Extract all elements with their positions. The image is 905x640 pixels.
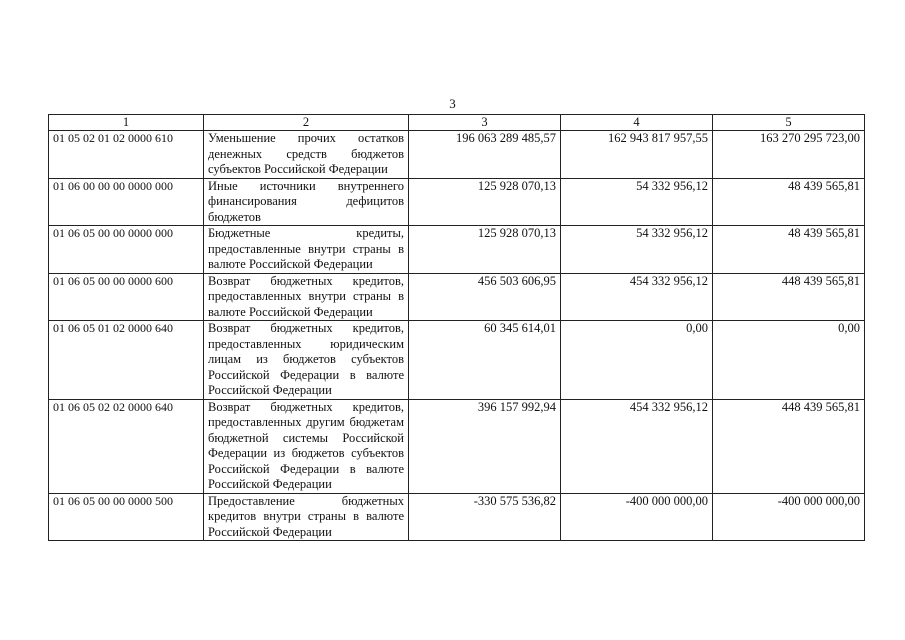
column-header-4: 4 bbox=[561, 115, 713, 131]
value-column-3: -330 575 536,82 bbox=[409, 493, 561, 541]
value-column-3: 125 928 070,13 bbox=[409, 226, 561, 274]
value-column-5: 0,00 bbox=[713, 321, 865, 400]
table-body bbox=[49, 131, 865, 541]
row-description: Предоставление бюджетных кредитов внутри страны в валюте Российской Федерации bbox=[204, 493, 409, 541]
value-column-5: 448 439 565,81 bbox=[713, 273, 865, 321]
value-column-4: 54 332 956,12 bbox=[561, 178, 713, 226]
classification-code: 01 06 00 00 00 0000 000 bbox=[49, 178, 204, 226]
value-column-3: 396 157 992,94 bbox=[409, 399, 561, 493]
value-column-3: 196 063 289 485,57 bbox=[409, 131, 561, 179]
table-header bbox=[49, 115, 865, 131]
row-description: Возврат бюджетных кредитов, предоставленных другим бюджетам бюджетной системы Российской Федерации из бюджетов субъектов Российской Федерации в валюте Российской Федерации bbox=[204, 399, 409, 493]
value-column-5: 48 439 565,81 bbox=[713, 178, 865, 226]
row-description: Уменьшение прочих остатков денежных средств бюджетов субъектов Российской Федерации bbox=[204, 131, 409, 179]
table-row bbox=[49, 321, 865, 400]
budget-sources-table bbox=[48, 114, 865, 541]
column-header-2: 2 bbox=[204, 115, 409, 131]
value-column-5: 448 439 565,81 bbox=[713, 399, 865, 493]
value-column-4: -400 000 000,00 bbox=[561, 493, 713, 541]
table-row bbox=[49, 131, 865, 179]
classification-code: 01 06 05 00 00 0000 500 bbox=[49, 493, 204, 541]
column-header-3: 3 bbox=[409, 115, 561, 131]
value-column-3: 456 503 606,95 bbox=[409, 273, 561, 321]
column-header-5: 5 bbox=[713, 115, 865, 131]
classification-code: 01 06 05 01 02 0000 640 bbox=[49, 321, 204, 400]
value-column-5: 163 270 295 723,00 bbox=[713, 131, 865, 179]
row-description: Иные источники внутреннего финансирования дефицитов бюджетов bbox=[204, 178, 409, 226]
value-column-4: 54 332 956,12 bbox=[561, 226, 713, 274]
value-column-3: 125 928 070,13 bbox=[409, 178, 561, 226]
column-header-1: 1 bbox=[49, 115, 204, 131]
classification-code: 01 06 05 00 00 0000 000 bbox=[49, 226, 204, 274]
value-column-4: 454 332 956,12 bbox=[561, 399, 713, 493]
classification-code: 01 05 02 01 02 0000 610 bbox=[49, 131, 204, 179]
value-column-5: 48 439 565,81 bbox=[713, 226, 865, 274]
value-column-4: 0,00 bbox=[561, 321, 713, 400]
value-column-5: -400 000 000,00 bbox=[713, 493, 865, 541]
page-number: 3 bbox=[449, 96, 456, 111]
value-column-4: 454 332 956,12 bbox=[561, 273, 713, 321]
value-column-4: 162 943 817 957,55 bbox=[561, 131, 713, 179]
table-row bbox=[49, 399, 865, 493]
table-row bbox=[49, 178, 865, 226]
classification-code: 01 06 05 02 02 0000 640 bbox=[49, 399, 204, 493]
classification-code: 01 06 05 00 00 0000 600 bbox=[49, 273, 204, 321]
table-row bbox=[49, 273, 865, 321]
row-description: Возврат бюджетных кредитов, предоставленных юридическим лицам из бюджетов субъектов Российской Федерации в валюте Российской Федерации bbox=[204, 321, 409, 400]
row-description: Возврат бюджетных кредитов, предоставленных внутри страны в валюте Российской Федерации bbox=[204, 273, 409, 321]
header-row bbox=[49, 115, 865, 131]
row-description: Бюджетные кредиты, предоставленные внутри страны в валюте Российской Федерации bbox=[204, 226, 409, 274]
table-row bbox=[49, 493, 865, 541]
value-column-3: 60 345 614,01 bbox=[409, 321, 561, 400]
table-row bbox=[49, 226, 865, 274]
